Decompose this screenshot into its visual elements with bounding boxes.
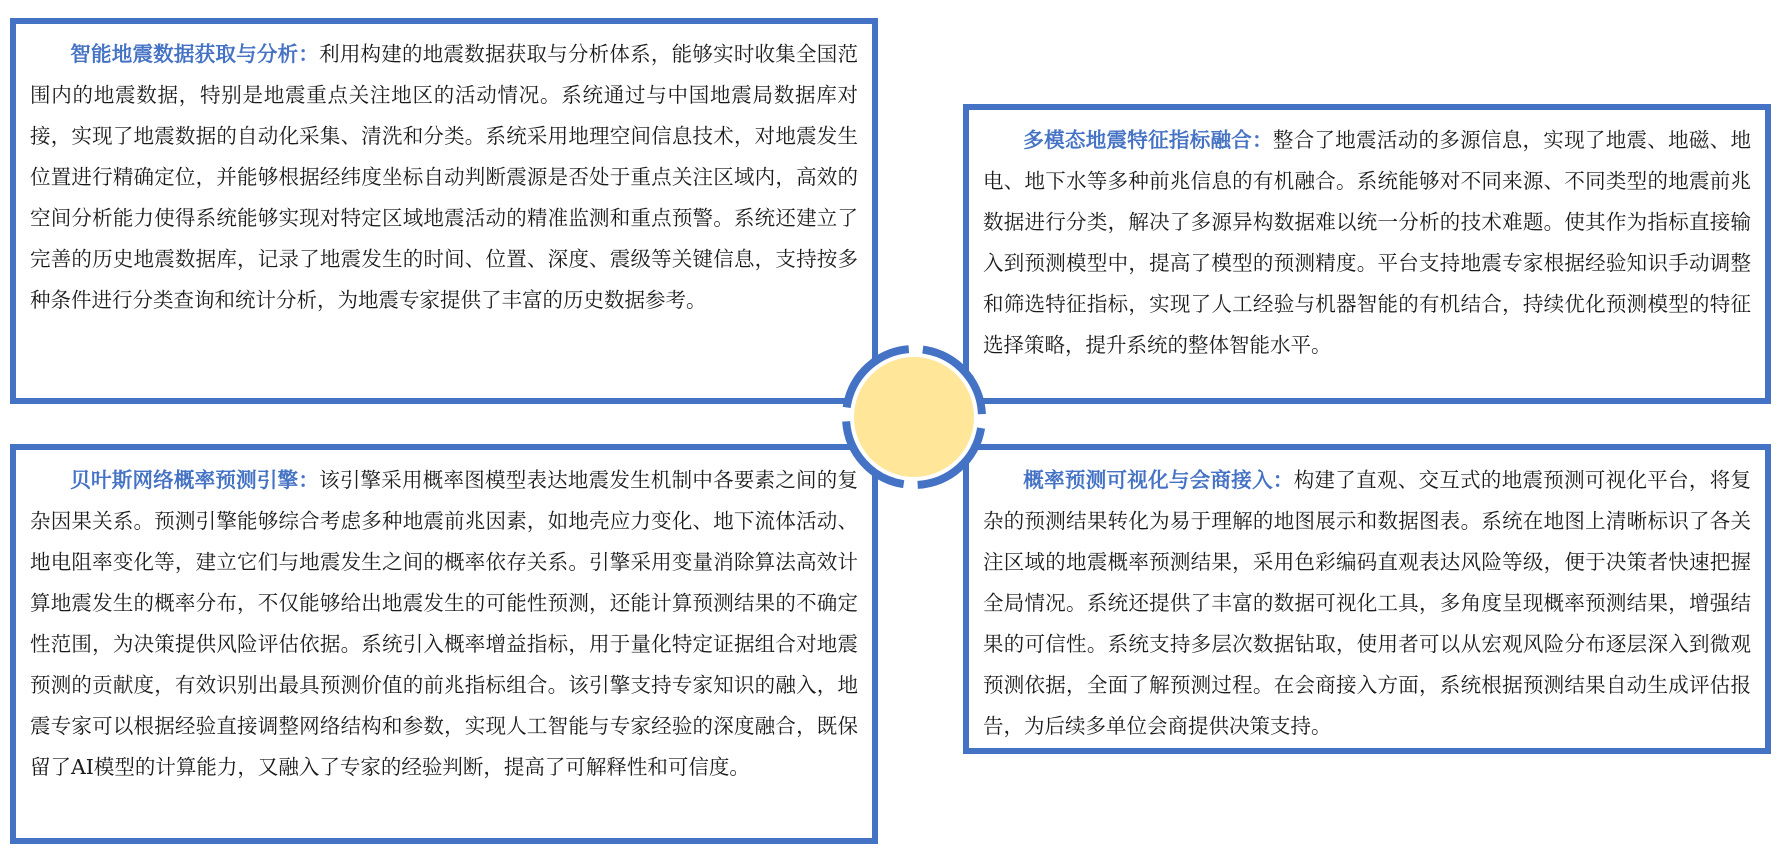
panel-bayesian-engine (10, 444, 878, 844)
center-hub-circle (837, 340, 991, 494)
panel-body: 构建了直观、交互式的地震预测可视化平台，将复杂的预测结果转化为易于理解的地图展示和数据图表。系统在地图上清晰标识了各关注区域的地震概率预测结果，采用色彩编码直观表达风险等级，便于决策者快速把握全局情况。系统还提供了丰富的数据可视化工具，多角度呈现概率预测结果，增强结果的可信性。系统支持多层次数据钻取，使用者可以从宏观风险分布逐层深入到微观预测依据，全面了解预测过程。在会商接入方面，系统根据预测结果自动生成评估报告，为后续多单位会商提供决策支持。 (983, 468, 1752, 738)
panel-body: 整合了地震活动的多源信息，实现了地震、地磁、地电、地下水等多种前兆信息的有机融合。系统能够对不同来源、不同类型的地震前兆数据进行分类，解决了多源异构数据难以统一分析的技术难题。使其作为指标直接输入到预测模型中，提高了模型的预测精度。平台支持地震专家根据经验知识手动调整和筛选特征指标，实现了人工经验与机器智能的有机结合，持续优化预测模型的特征选择策略，提升系统的整体智能水平。 (983, 128, 1752, 357)
panel-title: 概率预测可视化与会商接入： (1023, 468, 1294, 492)
panel-title: 多模态地震特征指标融合： (1023, 128, 1273, 152)
panel-body: 该引擎采用概率图模型表达地震发生机制中各要素之间的复杂因果关系。预测引擎能够综合考虑多种地震前兆因素，如地壳应力变化、地下流体活动、地电阻率变化等，建立它们与地震发生之间的概率依存关系。引擎采用变量消除算法高效计算地震发生的概率分布，不仅能够给出地震发生的可能性预测，还能计算预测结果的不确定性范围，为决策提供风险评估依据。系统引入概率增益指标，用于量化特定证据组合对地震预测的贡献度，有效识别出最具预测价值的前兆指标组合。该引擎支持专家知识的融入，地震专家可以根据经验直接调整网络结构和参数，实现人工智能与专家经验的深度融合，既保留了AI模型的计算能力，又融入了专家的经验判断，提高了可解释性和可信度。 (30, 468, 858, 779)
panel-title: 贝叶斯网络概率预测引擎： (70, 468, 320, 492)
panel-data-acquisition (10, 18, 878, 404)
panel-title: 智能地震数据获取与分析： (70, 42, 320, 66)
panel-body: 利用构建的地震数据获取与分析体系，能够实时收集全国范围内的地震数据，特别是地震重点关注地区的活动情况。系统通过与中国地震局数据库对接，实现了地震数据的自动化采集、清洗和分类。系统采用地理空间信息技术，对地震发生位置进行精确定位，并能够根据经纬度坐标自动判断震源是否处于重点关注区域内，高效的空间分析能力使得系统能够实现对特定区域地震活动的精准监测和重点预警。系统还建立了完善的历史地震数据库，记录了地震发生的时间、位置、深度、震级等关键信息，支持按多种条件进行分类查询和统计分析，为地震专家提供了丰富的历史数据参考。 (30, 42, 858, 312)
panel-feature-fusion (963, 104, 1771, 404)
panel-visualization (963, 444, 1771, 754)
